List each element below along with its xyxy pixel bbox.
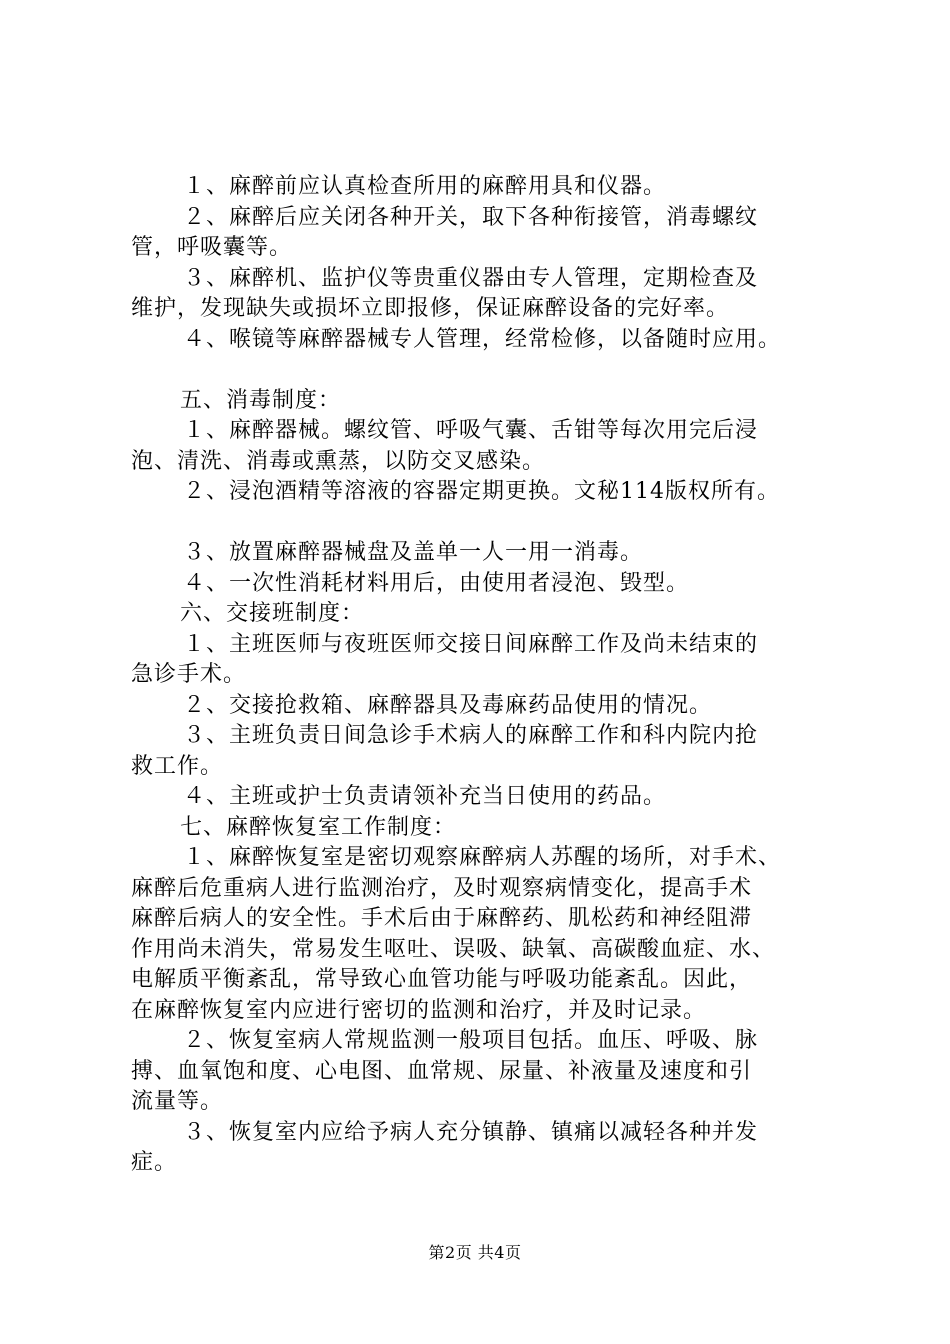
- text-line: 流量等。: [131, 1089, 224, 1114]
- text-line: 症。: [131, 1150, 178, 1175]
- text-line: 麻醉后危重病人进行监测治疗，及时观察病情变化，提高手术: [131, 875, 753, 901]
- text-line: １、主班医师与夜班医师交接日间麻醉工作及尚未结束的: [183, 631, 759, 657]
- text-line: 电解质平衡紊乱，常导致心血管功能与呼吸功能紊乱。因此，: [131, 967, 753, 992]
- text-line: 急诊手术。: [131, 662, 247, 687]
- text-line: ３、主班负责日间急诊手术病人的麻醉工作和科内院内抢: [183, 723, 759, 748]
- text-line: １、麻醉恢复室是密切观察麻醉病人苏醒的场所，对手术、: [183, 845, 782, 870]
- text-line: ２、交接抢救箱、麻醉器具及毒麻药品使用的情况。: [183, 692, 713, 718]
- text-line: ２、麻醉后应关闭各种开关，取下各种衔接管，消毒螺纹: [183, 204, 759, 230]
- page-footer: 第2页 共4页: [428, 1243, 522, 1262]
- text-line: ３、麻醉机、监护仪等贵重仪器由专人管理，定期检查及: [183, 265, 759, 291]
- blank-line: [131, 508, 856, 539]
- text-line: 六、交接班制度：: [180, 601, 365, 626]
- text-line: ４、喉镜等麻醉器械专人管理，经常检修，以备随时应用。: [183, 326, 782, 352]
- text-line: ３、恢复室内应给予病人充分镇静、镇痛以减轻各种并发: [183, 1119, 759, 1145]
- text-line: １、麻醉前应认真检查所用的麻醉用具和仪器。: [183, 174, 667, 199]
- text-line: 作用尚未消失，常易发生呕吐、误吸、缺氧、高碳酸血症、水、: [131, 936, 776, 962]
- text-line: 管，呼吸囊等。: [131, 235, 293, 260]
- text-line: 麻醉后病人的安全性。手术后由于麻醉药、肌松药和神经阻滞: [131, 906, 753, 931]
- text-line: 五、消毒制度：: [180, 387, 342, 413]
- text-line: ２、浸泡酒精等溶液的容器定期更换。文秘114版权所有。: [183, 479, 780, 504]
- document-body: [131, 172, 856, 1179]
- text-line: 七、麻醉恢复室工作制度：: [180, 814, 457, 840]
- text-line: 在麻醉恢复室内应进行密切的监测和治疗，并及时记录。: [131, 997, 707, 1023]
- text-line: 泡、清洗、消毒或熏蒸，以防交叉感染。: [131, 448, 546, 474]
- text-line: 搏、血氧饱和度、心电图、血常规、尿量、补液量及速度和引: [131, 1058, 753, 1084]
- text-line: 救工作。: [131, 753, 224, 779]
- text-line: ４、主班或护士负责请领补充当日使用的药品。: [183, 784, 667, 809]
- blank-line: [131, 355, 856, 386]
- text-line: ４、一次性消耗材料用后，由使用者浸泡、毁型。: [183, 570, 690, 596]
- text-line: １、麻醉器械。螺纹管、呼吸气囊、舌钳等每次用完后浸: [183, 418, 759, 443]
- text-line: ２、恢复室病人常规监测一般项目包括。血压、呼吸、脉: [183, 1028, 759, 1053]
- text-line: ３、放置麻醉器械盘及盖单一人一用一消毒。: [183, 540, 644, 565]
- text-line: 维护，发现缺失或损坏立即报修，保证麻醉设备的完好率。: [131, 296, 730, 321]
